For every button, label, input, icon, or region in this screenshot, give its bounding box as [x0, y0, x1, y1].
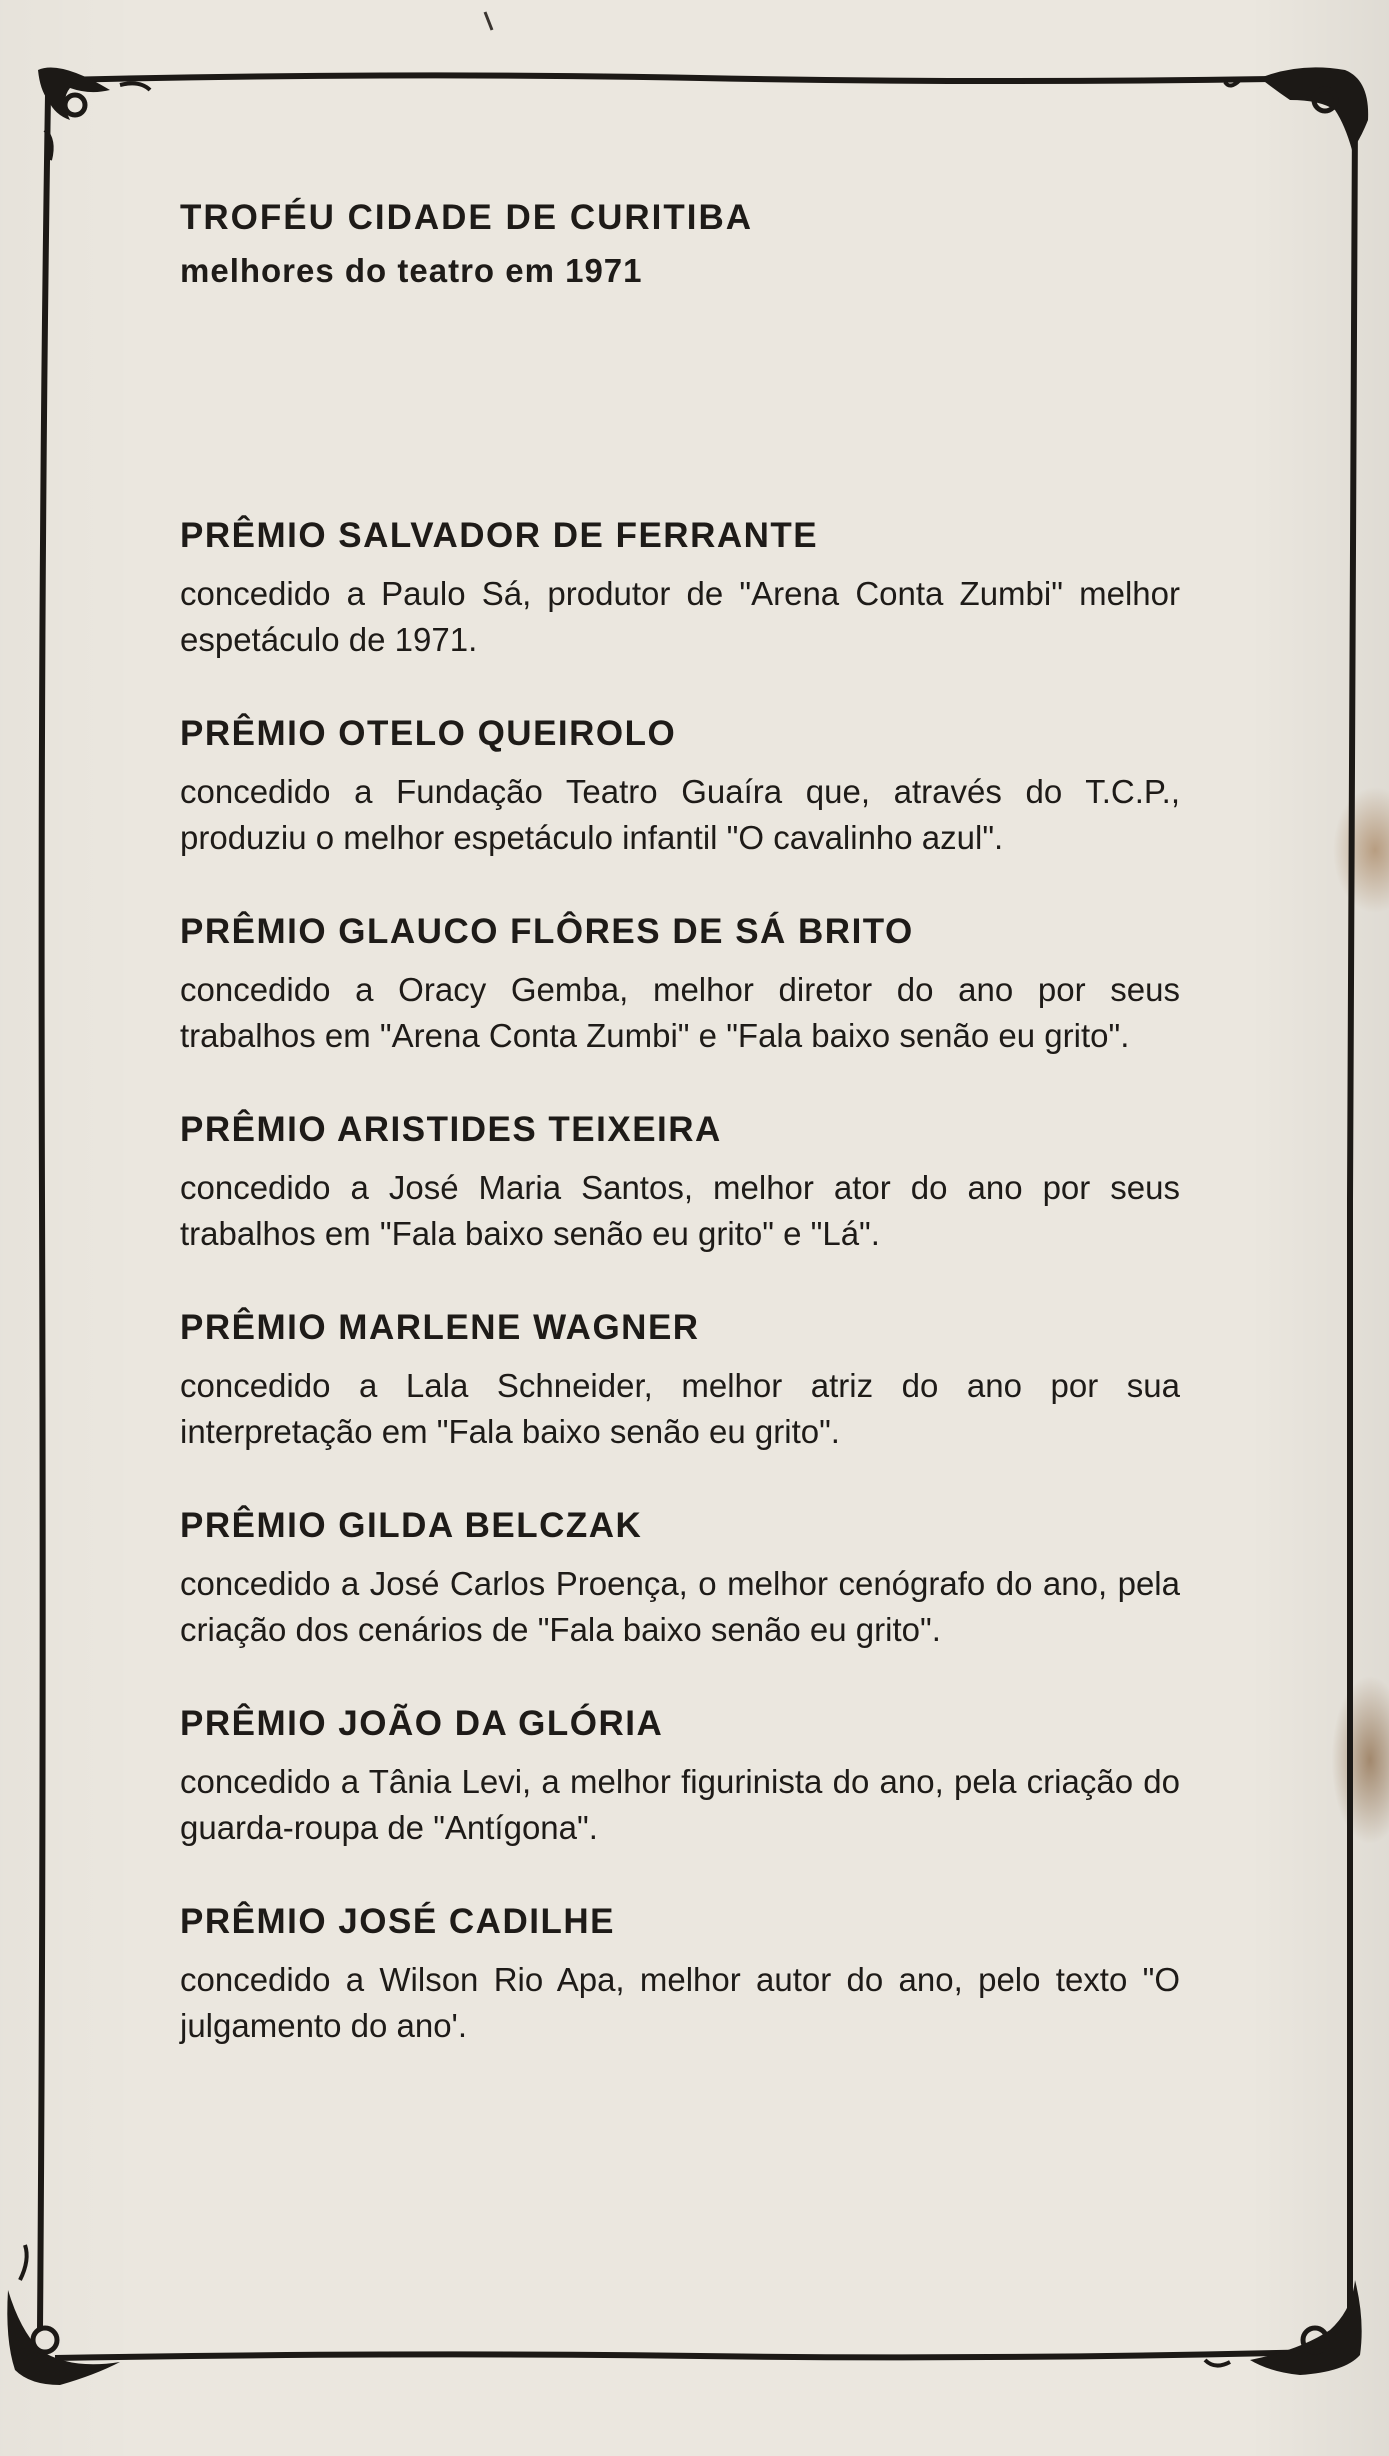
corner-ornament-bottom-right	[1205, 2280, 1362, 2375]
corner-ornament-bottom-left	[7, 2245, 120, 2385]
document-subtitle: melhores do teatro em 1971	[180, 252, 643, 289]
award-description: concedido a Oracy Gemba, melhor diretor do ano por seus trabalhos em "Arena Conta Zumbi" e "Fala baixo senão eu grito".	[180, 971, 1180, 1054]
award-name: PRÊMIO SALVADOR DE FERRANTE	[180, 516, 819, 555]
awards-list	[180, 513, 1210, 2049]
award-description: concedido a Wilson Rio Apa, melhor autor do ano, pelo texto "O julgamento do ano'.	[180, 1961, 1180, 2044]
award-item	[180, 1305, 1210, 1455]
award-description: concedido a Lala Schneider, melhor atriz do ano por sua interpretação em "Fala baixo senão eu grito".	[180, 1367, 1180, 1450]
award-item	[180, 1899, 1210, 2049]
award-description: concedido a José Maria Santos, melhor ator do ano por seus trabalhos em "Fala baixo senão eu grito" e "Lá".	[180, 1169, 1180, 1252]
document-content	[180, 195, 1210, 2097]
award-name: PRÊMIO GILDA BELCZAK	[180, 1506, 643, 1545]
award-name: PRÊMIO JOÃO DA GLÓRIA	[180, 1704, 664, 1743]
award-item	[180, 909, 1210, 1059]
award-description: concedido a Tânia Levi, a melhor figurinista do ano, pela criação do guarda-roupa de "Antígona".	[180, 1763, 1180, 1846]
award-item	[180, 1503, 1210, 1653]
document-title: TROFÉU CIDADE DE CURITIBA	[180, 198, 754, 237]
award-name: PRÊMIO MARLENE WAGNER	[180, 1308, 700, 1347]
award-description: concedido a Paulo Sá, produtor de "Arena Conta Zumbi" melhor espetáculo de 1971.	[180, 575, 1180, 658]
award-item	[180, 1107, 1210, 1257]
award-name: PRÊMIO OTELO QUEIROLO	[180, 714, 677, 753]
award-item	[180, 1701, 1210, 1851]
award-name: PRÊMIO GLAUCO FLÔRES DE SÁ BRITO	[180, 912, 914, 951]
award-description: concedido a Fundação Teatro Guaíra que, através do T.C.P., produziu o melhor espetáculo infantil "O cavalinho azul".	[180, 773, 1180, 856]
award-item	[180, 513, 1210, 663]
award-name: PRÊMIO ARISTIDES TEIXEIRA	[180, 1110, 722, 1149]
award-item	[180, 711, 1210, 861]
corner-ornament-top-left	[38, 68, 150, 161]
award-name: PRÊMIO JOSÉ CADILHE	[180, 1902, 615, 1941]
award-description: concedido a José Carlos Proença, o melhor cenógrafo do ano, pela criação dos cenários de "Fala baixo senão eu grito".	[180, 1565, 1180, 1648]
